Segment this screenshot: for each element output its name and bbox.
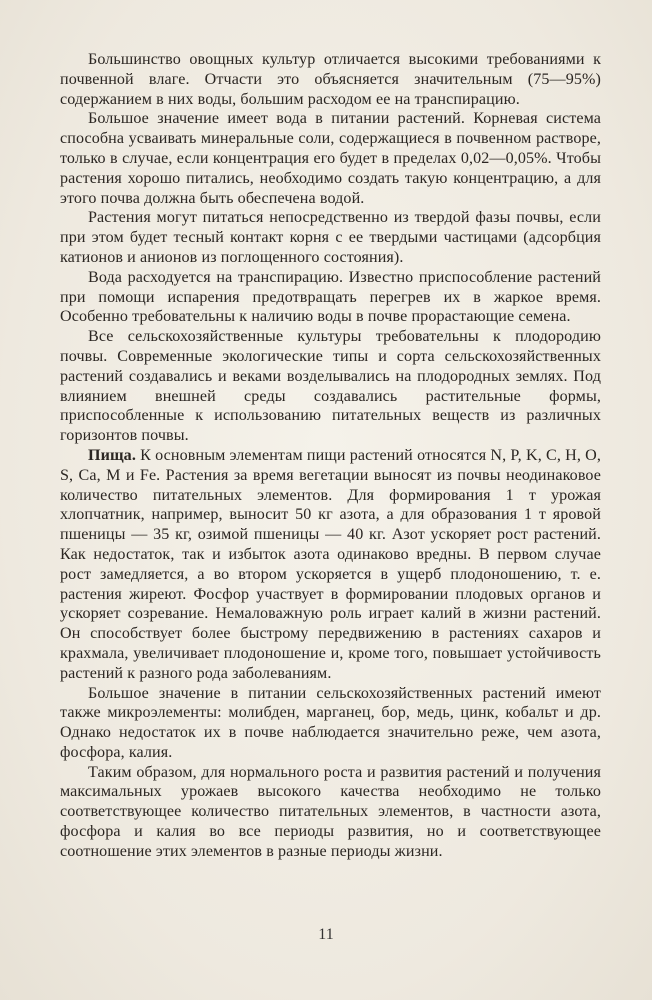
page-number: 11 (318, 926, 334, 943)
paragraph-conclusion: Таким образом, для нормального роста и развития растений и получения максимальных урожаев высокого качества необходимо не только соответствующее количество питательных элементов, в частности азота, фосфора и калия во все периоды развития, но и соответствующее соотношение этих элементов в разные периоды жизни. (60, 763, 601, 860)
paragraph-solid-phase: Растения могут питаться непосредственно из твердой фазы почвы, если при этом будет тесный контакт корня с ее твердыми частицами (адсорбция катионов и анионов из поглощенного состояния). (60, 209, 601, 266)
paragraph-nutrition: Пища. К основным элементам пищи растений относятся N, P, K, C, H, O, S, Ca, M и Fe. Растения за время вегетации выносят из почвы неодинаковое количество питательных элементов. Для формирования 1 т урожая хлопчатник, например, выносит 50 кг азота, а для образования 1 т яровой пшеницы — 35 кг, озимой пшеницы — 40 кг. Азот ускоряет рост растений. Как недостаток, так и избыток азота одинаково вредны. В первом случае рост замедляется, а во втором ускоряется в ущерб плодоношению, т. е. растения жиреют. Фосфор участвует в формировании плодовых органов и ускоряет созревание. Немаловажную роль играет калий в жизни растений. Он способствует более быстрому передвижению в растениях сахаров и крахмала, увеличивает плодоношение и, кроме того, повышает устойчивость растений к разного рода заболеваниям. (60, 446, 601, 682)
paragraph-microelements: Большое значение в питании сельскохозяйственных растений имеют также микроэлементы: молибден, марганец, бор, медь, цинк, кобальт и др. Однако недостаток их в почве наблюдается значительно реже, чем азота, фосфора, калия. (60, 684, 601, 761)
paragraph-transpiration: Вода расходуется на транспирацию. Известно приспособление растений при помощи испарения предотвращать перегрев их в жаркое время. Особенно требовательны к наличию воды в почве прорастающие семена. (60, 268, 601, 326)
body-text (60, 50, 601, 862)
paragraph-water-requirements: Большинство овощных культур отличается высокими требованиями к почвенной влаге. Отчасти это объясняется значительным (75—95%) содержанием в них воды, большим расходом ее на транспирацию. (60, 51, 601, 108)
section-lead-food: Пища. (88, 446, 136, 464)
paragraph-soil-fertility: Все сельскохозяйственные культуры требовательны к плодородию почвы. Современные экологические типы и сорта сельскохозяйственных растений создавались и веками возделывались на плодородных землях. Под влиянием внешней среды создавались растительные формы, приспособленные к использованию питательных веществ из различных горизонтов почвы. (60, 328, 601, 445)
paragraph-water-nutrition: Большое значение имеет вода в питании растений. Корневая система способна усваивать минеральные соли, содержащиеся в почвенном растворе, только в случае, если концентрация его будет в пределах 0,02—0,05%. Чтобы растения хорошо питались, необходимо создать такую концентрацию, а для этого почва должна быть обеспечена водой. (60, 110, 601, 207)
